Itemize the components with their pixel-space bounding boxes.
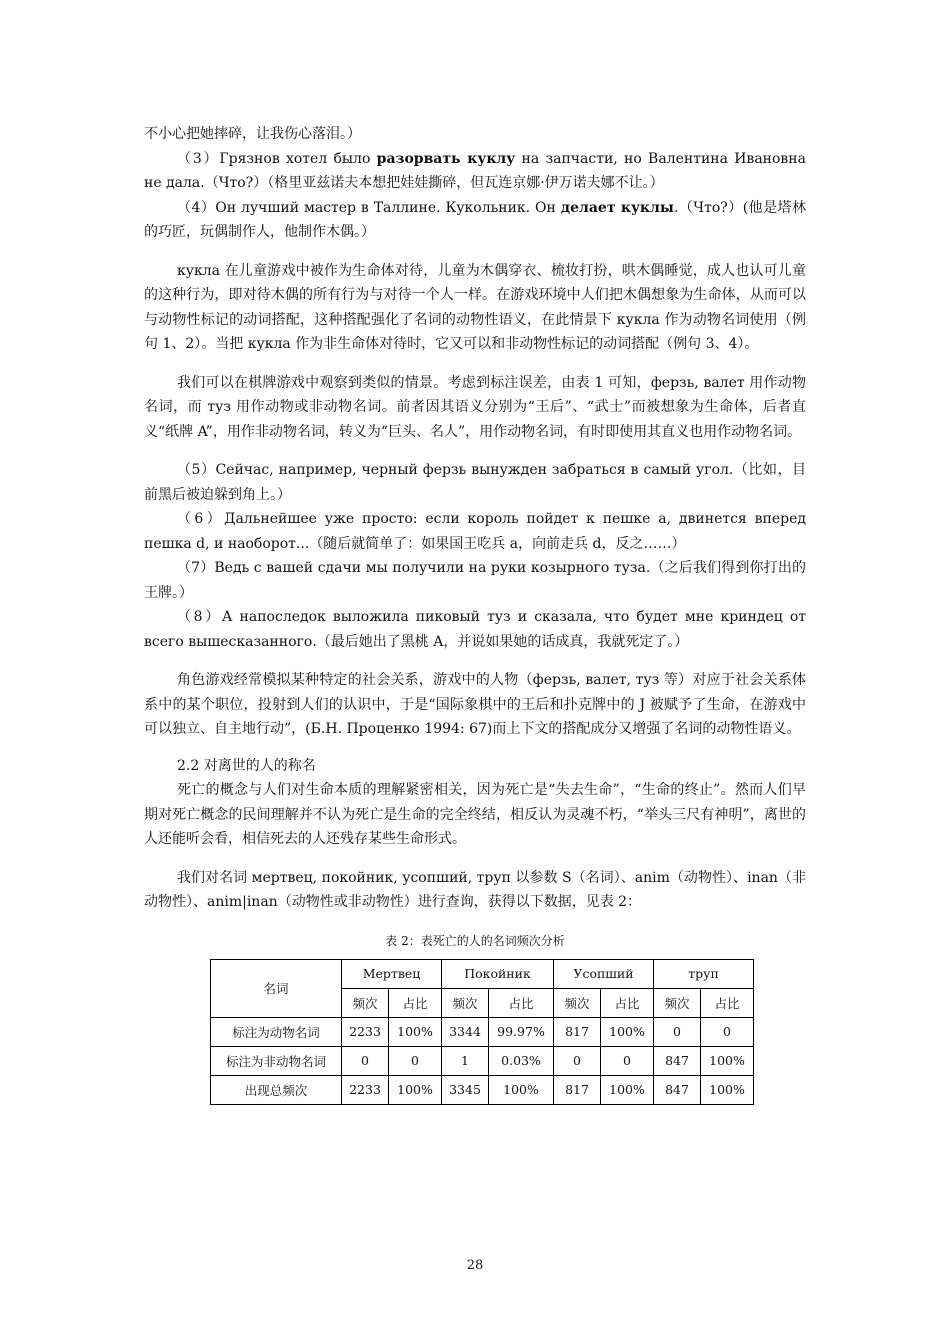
table-cell: 100% [601,1017,654,1046]
table-cell: 100% [601,1075,654,1104]
table-subheader: 占比 [601,988,654,1017]
page-number: 28 [466,1258,484,1273]
table-cell: 100% [701,1046,754,1075]
table-cell: 2233 [342,1017,389,1046]
table-subheader: 占比 [701,988,754,1017]
table-row-label: 标注为动物名词 [211,1017,342,1046]
table-row-label: 标注为非动物名词 [211,1046,342,1075]
table-row [211,1046,754,1075]
table-cell: 0 [601,1046,654,1075]
table-cell: 0 [389,1046,442,1075]
table-cell: 0 [342,1046,389,1075]
paragraph-chess-cards: 我们可以在棋牌游戏中观察到类似的情景。考虑到标注误差，由表 1 可知，ферзь, валет 用作动物名词，而 туз 用作动物或非动物名词。前者因其语义分别为“王后”、“武士”而被想象为生命体，后者直义“纸牌 A”，用作非动物名词，转义为“巨头、名人”，用作动物名词，有时即使用其直义也用作动物名词。 [144,374,806,440]
paragraph-role-games: 角色游戏经常模拟某种特定的社会关系，游戏中的人物（ферзь, валет, туз 等）对应于社会关系体系中的某个职位，投射到人们的认识中，于是“国际象棋中的王后和扑克牌中的 J 被赋予了生命，在游戏中可以独立、自主地行动”，(Б.Н. Проценко 1994: 67)而上下文的搭配成分又增强了名词的动物性语义。 [144,672,806,737]
paragraph-query: 我们对名词 мертвец, покойник, усопший, труп 以参数 S（名词）、anim（动物性）、inan（非动物性）、anim|inan（动物性或非动物性）进行查询，获得以下数据，见表 2： [144,869,806,910]
example-5: （5）Сейчас, например, черный ферзь вынужден забраться в самый угол.（比如，目前黑后被迫躲到角上。） [144,462,806,503]
table-subheader: 频次 [654,988,701,1017]
table-caption: 表 2：表死亡的人的名词频次分析 [385,933,565,948]
table-cell: 1 [442,1046,489,1075]
table-subheader: 占比 [489,988,554,1017]
table-cell: 0 [654,1017,701,1046]
table-noun-header: Усопший [554,959,654,988]
table-row [211,1017,754,1046]
frequency-table [210,959,754,1105]
table-cell: 847 [654,1046,701,1075]
table-cell: 99.97% [489,1017,554,1046]
table-noun-header: труп [654,959,754,988]
table-cell: 100% [489,1075,554,1104]
paragraph-continued: 不小心把她摔碎，让我伤心落泪。） [144,126,361,142]
table-cell: 3344 [442,1017,489,1046]
table-cell: 100% [389,1075,442,1104]
table-cell: 2233 [342,1075,389,1104]
table-noun-header: Мертвец [342,959,442,988]
table-subheader: 占比 [389,988,442,1017]
table-subheader: 频次 [554,988,601,1017]
table-cell: 0 [701,1017,754,1046]
table-cell: 817 [554,1075,601,1104]
table-subheader: 频次 [442,988,489,1017]
table-cell: 100% [701,1075,754,1104]
table-cell: 817 [554,1017,601,1046]
table-cell: 0 [554,1046,601,1075]
table-cell: 847 [654,1075,701,1104]
page-body [144,122,806,1105]
paragraph-death-concept: 死亡的概念与人们对生命本质的理解紧密相关，因为死亡是“失去生命”，“生命的终止”。然而人们早期对死亡概念的民间理解并不认为死亡是生命的完全终结，相反认为灵魂不朽，“举头三尺有神明”，离世的人还能听会看，相信死去的人还残存某些生命形式。 [144,782,806,847]
example-3: （3）Грязнов хотел было разорвать куклу на запчасти, но Валентина Ивановна не дала.（Что?）（格里亚兹诺夫本想把娃娃撕碎，但瓦连京娜·伊万诺夫娜不让。） [144,150,806,191]
table-cell: 100% [389,1017,442,1046]
table-cell: 3345 [442,1075,489,1104]
example-8: （8）А напоследок выложила пиковый туз и сказала, что будет мне криндец от всего вышесказанного.（最后她出了黑桃 A，并说如果她的话成真，我就死定了。） [144,609,806,650]
table-header-row [211,959,754,988]
table-noun-header: Покойник [442,959,554,988]
table-row-label: 出现总频次 [211,1075,342,1104]
table-row [211,1075,754,1104]
section-heading: 2.2 对离世的人的称名 [177,757,316,774]
table-subheader: 频次 [342,988,389,1017]
example-7: （7）Ведь с вашей сдачи мы получили на руки козырного туза.（之后我们得到你打出的王牌。） [144,560,806,601]
table-corner: 名词 [211,959,342,1017]
table-cell: 0.03% [489,1046,554,1075]
example-6: （6）Дальнейшее уже просто: если король пойдет к пешке а, двинется вперед пешка d, и наоборот...（随后就简单了：如果国王吃兵 a，向前走兵 d，反之……） [144,511,806,552]
paragraph-kukla: кукла 在儿童游戏中被作为生命体对待，儿童为木偶穿衣、梳妆打扮，哄木偶睡觉，成人也认可儿童的这种行为，即对待木偶的所有行为与对待一个人一样。在游戏环境中人们把木偶想象为生命体，从而可以与动物性标记的动词搭配，这种搭配强化了名词的动物性语义，在此情景下 кукла 作为动物名词使用（例句 1、2）。当把 кукла 作为非生命体对待时，它又可以和非动物性标记的动词搭配（例句 3、4）。 [144,262,806,352]
example-4: （4）Он лучший мастер в Таллине. Кукольник. Он делает куклы.（Что?）(他是塔林的巧匠，玩偶制作人，他制作木偶。） [144,199,806,240]
